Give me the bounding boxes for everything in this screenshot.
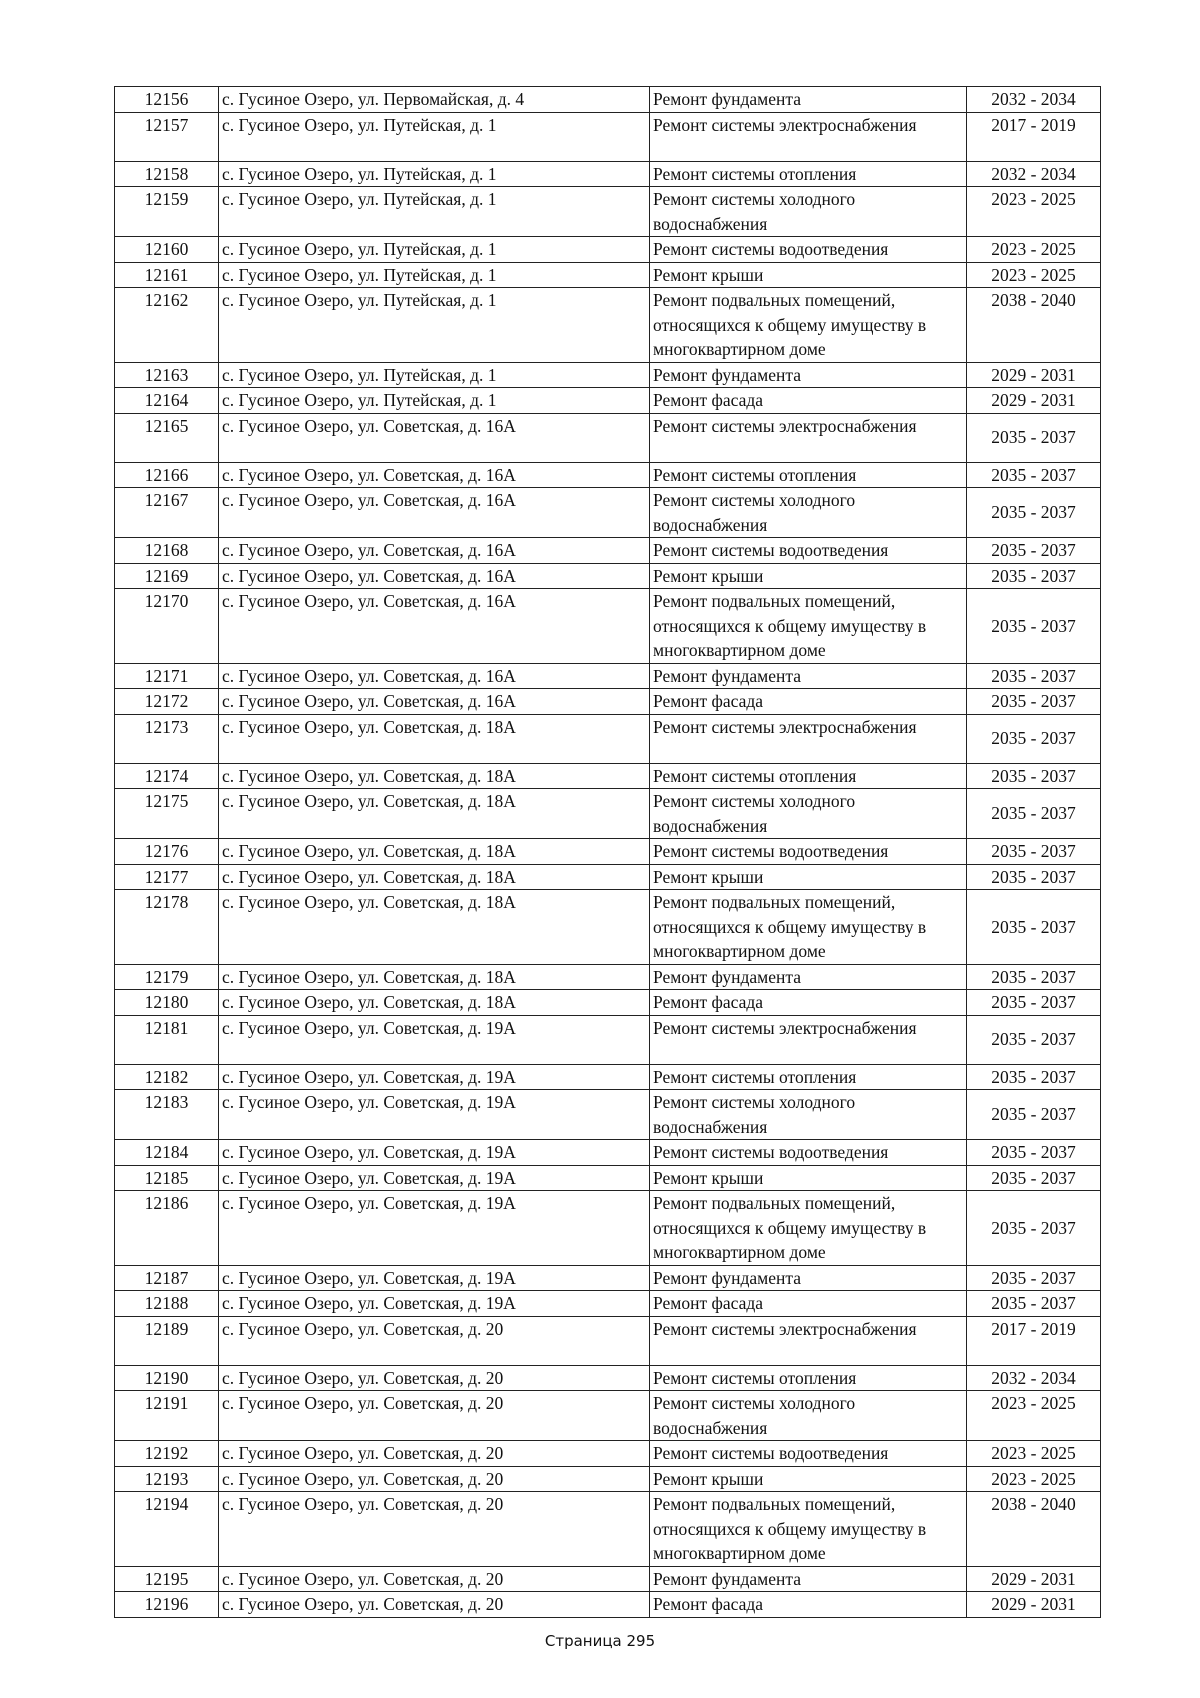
- repair-schedule-table: [114, 86, 1101, 1618]
- work-type-cell: Ремонт системы водоотведения: [650, 538, 967, 564]
- work-type-cell: Ремонт фундамента: [650, 663, 967, 689]
- row-number: 12164: [115, 388, 219, 414]
- address-cell: с. Гусиное Озеро, ул. Советская, д. 19А: [219, 1291, 650, 1317]
- work-type-cell: Ремонт системы отопления: [650, 462, 967, 488]
- address-cell: с. Гусиное Озеро, ул. Советская, д. 18А: [219, 714, 650, 763]
- work-type-cell: Ремонт фасада: [650, 1592, 967, 1618]
- table-row: [115, 1140, 1101, 1166]
- address-cell: с. Гусиное Озеро, ул. Путейская, д. 1: [219, 187, 650, 237]
- row-number: 12194: [115, 1492, 219, 1567]
- address-cell: с. Гусиное Озеро, ул. Советская, д. 19А: [219, 1064, 650, 1090]
- period-cell: 2023 - 2025: [967, 1441, 1101, 1467]
- row-number: 12168: [115, 538, 219, 564]
- work-type-cell: Ремонт фундамента: [650, 87, 967, 113]
- address-cell: с. Гусиное Озеро, ул. Советская, д. 18А: [219, 839, 650, 865]
- address-cell: с. Гусиное Озеро, ул. Советская, д. 18А: [219, 964, 650, 990]
- row-number: 12172: [115, 689, 219, 715]
- row-number: 12170: [115, 589, 219, 664]
- address-cell: с. Гусиное Озеро, ул. Первомайская, д. 4: [219, 87, 650, 113]
- address-cell: с. Гусиное Озеро, ул. Советская, д. 16А: [219, 462, 650, 488]
- address-cell: с. Гусиное Озеро, ул. Путейская, д. 1: [219, 112, 650, 161]
- period-cell: 2035 - 2037: [967, 839, 1101, 865]
- period-cell: 2023 - 2025: [967, 1466, 1101, 1492]
- work-type-cell: Ремонт фундамента: [650, 964, 967, 990]
- work-type-cell: Ремонт системы водоотведения: [650, 1441, 967, 1467]
- table-row: [115, 563, 1101, 589]
- work-type-cell: Ремонт системы водоотведения: [650, 237, 967, 263]
- work-type-cell: Ремонт системы электроснабжения: [650, 714, 967, 763]
- row-number: 12167: [115, 488, 219, 538]
- address-cell: с. Гусиное Озеро, ул. Советская, д. 20: [219, 1316, 650, 1365]
- period-cell: 2023 - 2025: [967, 262, 1101, 288]
- table-row: [115, 1064, 1101, 1090]
- address-cell: с. Гусиное Озеро, ул. Путейская, д. 1: [219, 161, 650, 187]
- table-row: [115, 1566, 1101, 1592]
- table-row: [115, 288, 1101, 363]
- row-number: 12159: [115, 187, 219, 237]
- row-number: 12190: [115, 1365, 219, 1391]
- work-type-cell: Ремонт системы водоотведения: [650, 839, 967, 865]
- row-number: 12160: [115, 237, 219, 263]
- table-row: [115, 187, 1101, 237]
- period-cell: 2029 - 2031: [967, 1592, 1101, 1618]
- table-row: [115, 237, 1101, 263]
- period-cell: 2035 - 2037: [967, 488, 1101, 538]
- period-cell: 2023 - 2025: [967, 237, 1101, 263]
- address-cell: с. Гусиное Озеро, ул. Советская, д. 19А: [219, 1191, 650, 1266]
- address-cell: с. Гусиное Озеро, ул. Советская, д. 16А: [219, 663, 650, 689]
- work-type-cell: Ремонт системы отопления: [650, 161, 967, 187]
- work-type-cell: Ремонт крыши: [650, 563, 967, 589]
- period-cell: 2035 - 2037: [967, 589, 1101, 664]
- row-number: 12196: [115, 1592, 219, 1618]
- period-cell: 2032 - 2034: [967, 87, 1101, 113]
- row-number: 12182: [115, 1064, 219, 1090]
- row-number: 12156: [115, 87, 219, 113]
- row-number: 12176: [115, 839, 219, 865]
- work-type-cell: Ремонт фасада: [650, 1291, 967, 1317]
- period-cell: 2035 - 2037: [967, 1265, 1101, 1291]
- address-cell: с. Гусиное Озеро, ул. Советская, д. 20: [219, 1391, 650, 1441]
- address-cell: с. Гусиное Озеро, ул. Советская, д. 18А: [219, 890, 650, 965]
- period-cell: 2035 - 2037: [967, 964, 1101, 990]
- period-cell: 2035 - 2037: [967, 789, 1101, 839]
- table-row: [115, 462, 1101, 488]
- address-cell: с. Гусиное Озеро, ул. Советская, д. 16А: [219, 589, 650, 664]
- row-number: 12186: [115, 1191, 219, 1266]
- period-cell: 2032 - 2034: [967, 161, 1101, 187]
- work-type-cell: Ремонт системы электроснабжения: [650, 112, 967, 161]
- work-type-cell: Ремонт системы холодного водоснабжения: [650, 187, 967, 237]
- work-type-cell: Ремонт подвальных помещений, относящихся к общему имуществу в многоквартирном доме: [650, 890, 967, 965]
- row-number: 12169: [115, 563, 219, 589]
- table-row: [115, 1466, 1101, 1492]
- period-cell: 2035 - 2037: [967, 1064, 1101, 1090]
- table-row: [115, 990, 1101, 1016]
- table-row: [115, 1391, 1101, 1441]
- table-row: [115, 112, 1101, 161]
- work-type-cell: Ремонт системы отопления: [650, 1064, 967, 1090]
- period-cell: 2035 - 2037: [967, 1015, 1101, 1064]
- period-cell: 2035 - 2037: [967, 1090, 1101, 1140]
- work-type-cell: Ремонт подвальных помещений, относящихся к общему имуществу в многоквартирном доме: [650, 1191, 967, 1266]
- work-type-cell: Ремонт крыши: [650, 1466, 967, 1492]
- table-row: [115, 262, 1101, 288]
- address-cell: с. Гусиное Озеро, ул. Советская, д. 20: [219, 1441, 650, 1467]
- row-number: 12162: [115, 288, 219, 363]
- address-cell: с. Гусиное Озеро, ул. Путейская, д. 1: [219, 237, 650, 263]
- table-row: [115, 87, 1101, 113]
- table-row: [115, 413, 1101, 462]
- period-cell: 2035 - 2037: [967, 663, 1101, 689]
- period-cell: 2029 - 2031: [967, 1566, 1101, 1592]
- row-number: 12173: [115, 714, 219, 763]
- work-type-cell: Ремонт фундамента: [650, 1566, 967, 1592]
- address-cell: с. Гусиное Озеро, ул. Советская, д. 19А: [219, 1140, 650, 1166]
- period-cell: 2035 - 2037: [967, 462, 1101, 488]
- table-row: [115, 538, 1101, 564]
- row-number: 12178: [115, 890, 219, 965]
- period-cell: 2035 - 2037: [967, 1191, 1101, 1266]
- period-cell: 2035 - 2037: [967, 890, 1101, 965]
- address-cell: с. Гусиное Озеро, ул. Советская, д. 18А: [219, 789, 650, 839]
- address-cell: с. Гусиное Озеро, ул. Советская, д. 19А: [219, 1165, 650, 1191]
- period-cell: 2017 - 2019: [967, 112, 1101, 161]
- address-cell: с. Гусиное Озеро, ул. Путейская, д. 1: [219, 362, 650, 388]
- row-number: 12179: [115, 964, 219, 990]
- table-row: [115, 689, 1101, 715]
- address-cell: с. Гусиное Озеро, ул. Советская, д. 16А: [219, 689, 650, 715]
- period-cell: 2023 - 2025: [967, 187, 1101, 237]
- address-cell: с. Гусиное Озеро, ул. Советская, д. 19А: [219, 1015, 650, 1064]
- table-row: [115, 1441, 1101, 1467]
- address-cell: с. Гусиное Озеро, ул. Советская, д. 16А: [219, 563, 650, 589]
- table-row: [115, 1165, 1101, 1191]
- row-number: 12158: [115, 161, 219, 187]
- period-cell: 2035 - 2037: [967, 1291, 1101, 1317]
- period-cell: 2035 - 2037: [967, 538, 1101, 564]
- table-row: [115, 1592, 1101, 1618]
- row-number: 12175: [115, 789, 219, 839]
- period-cell: 2035 - 2037: [967, 763, 1101, 789]
- table-row: [115, 890, 1101, 965]
- row-number: 12157: [115, 112, 219, 161]
- work-type-cell: Ремонт крыши: [650, 1165, 967, 1191]
- table-row: [115, 388, 1101, 414]
- work-type-cell: Ремонт системы отопления: [650, 1365, 967, 1391]
- table-row: [115, 1492, 1101, 1567]
- row-number: 12193: [115, 1466, 219, 1492]
- period-cell: 2017 - 2019: [967, 1316, 1101, 1365]
- period-cell: 2035 - 2037: [967, 864, 1101, 890]
- row-number: 12174: [115, 763, 219, 789]
- table-row: [115, 1090, 1101, 1140]
- row-number: 12185: [115, 1165, 219, 1191]
- address-cell: с. Гусиное Озеро, ул. Советская, д. 20: [219, 1566, 650, 1592]
- row-number: 12166: [115, 462, 219, 488]
- table-row: [115, 488, 1101, 538]
- page-number: Страница 295: [544, 1632, 656, 1650]
- address-cell: с. Гусиное Озеро, ул. Советская, д. 20: [219, 1466, 650, 1492]
- period-cell: 2035 - 2037: [967, 689, 1101, 715]
- table-row: [115, 1316, 1101, 1365]
- table-row: [115, 161, 1101, 187]
- table-row: [115, 714, 1101, 763]
- table-row: [115, 1015, 1101, 1064]
- row-number: 12181: [115, 1015, 219, 1064]
- row-number: 12177: [115, 864, 219, 890]
- address-cell: с. Гусиное Озеро, ул. Советская, д. 20: [219, 1492, 650, 1567]
- address-cell: с. Гусиное Озеро, ул. Советская, д. 19А: [219, 1265, 650, 1291]
- work-type-cell: Ремонт подвальных помещений, относящихся к общему имуществу в многоквартирном доме: [650, 589, 967, 664]
- table-row: [115, 663, 1101, 689]
- period-cell: 2035 - 2037: [967, 990, 1101, 1016]
- period-cell: 2029 - 2031: [967, 362, 1101, 388]
- work-type-cell: Ремонт системы холодного водоснабжения: [650, 789, 967, 839]
- table-row: [115, 1291, 1101, 1317]
- work-type-cell: Ремонт фасада: [650, 388, 967, 414]
- row-number: 12180: [115, 990, 219, 1016]
- work-type-cell: Ремонт фундамента: [650, 362, 967, 388]
- row-number: 12171: [115, 663, 219, 689]
- period-cell: 2038 - 2040: [967, 288, 1101, 363]
- row-number: 12192: [115, 1441, 219, 1467]
- address-cell: с. Гусиное Озеро, ул. Советская, д. 16А: [219, 413, 650, 462]
- work-type-cell: Ремонт фасада: [650, 990, 967, 1016]
- period-cell: 2032 - 2034: [967, 1365, 1101, 1391]
- work-type-cell: Ремонт крыши: [650, 262, 967, 288]
- period-cell: 2023 - 2025: [967, 1391, 1101, 1441]
- table-body: [115, 87, 1101, 1618]
- period-cell: 2035 - 2037: [967, 714, 1101, 763]
- row-number: 12189: [115, 1316, 219, 1365]
- address-cell: с. Гусиное Озеро, ул. Путейская, д. 1: [219, 388, 650, 414]
- table-row: [115, 589, 1101, 664]
- period-cell: 2035 - 2037: [967, 1165, 1101, 1191]
- row-number: 12188: [115, 1291, 219, 1317]
- address-cell: с. Гусиное Озеро, ул. Путейская, д. 1: [219, 262, 650, 288]
- table-row: [115, 763, 1101, 789]
- address-cell: с. Гусиное Озеро, ул. Советская, д. 18А: [219, 990, 650, 1016]
- work-type-cell: Ремонт системы холодного водоснабжения: [650, 1391, 967, 1441]
- work-type-cell: Ремонт фасада: [650, 689, 967, 715]
- address-cell: с. Гусиное Озеро, ул. Путейская, д. 1: [219, 288, 650, 363]
- table-row: [115, 864, 1101, 890]
- row-number: 12161: [115, 262, 219, 288]
- row-number: 12165: [115, 413, 219, 462]
- period-cell: 2035 - 2037: [967, 413, 1101, 462]
- address-cell: с. Гусиное Озеро, ул. Советская, д. 18А: [219, 763, 650, 789]
- table-row: [115, 964, 1101, 990]
- table-row: [115, 1191, 1101, 1266]
- address-cell: с. Гусиное Озеро, ул. Советская, д. 20: [219, 1365, 650, 1391]
- work-type-cell: Ремонт системы водоотведения: [650, 1140, 967, 1166]
- work-type-cell: Ремонт системы отопления: [650, 763, 967, 789]
- address-cell: с. Гусиное Озеро, ул. Советская, д. 20: [219, 1592, 650, 1618]
- address-cell: с. Гусиное Озеро, ул. Советская, д. 16А: [219, 488, 650, 538]
- table-row: [115, 1265, 1101, 1291]
- period-cell: 2035 - 2037: [967, 563, 1101, 589]
- work-type-cell: Ремонт подвальных помещений, относящихся к общему имуществу в многоквартирном доме: [650, 288, 967, 363]
- work-type-cell: Ремонт крыши: [650, 864, 967, 890]
- row-number: 12184: [115, 1140, 219, 1166]
- period-cell: 2029 - 2031: [967, 388, 1101, 414]
- table-row: [115, 362, 1101, 388]
- work-type-cell: Ремонт системы электроснабжения: [650, 1015, 967, 1064]
- work-type-cell: Ремонт фундамента: [650, 1265, 967, 1291]
- row-number: 12163: [115, 362, 219, 388]
- address-cell: с. Гусиное Озеро, ул. Советская, д. 19А: [219, 1090, 650, 1140]
- period-cell: 2035 - 2037: [967, 1140, 1101, 1166]
- table-row: [115, 789, 1101, 839]
- work-type-cell: Ремонт системы холодного водоснабжения: [650, 488, 967, 538]
- work-type-cell: Ремонт системы электроснабжения: [650, 1316, 967, 1365]
- row-number: 12187: [115, 1265, 219, 1291]
- table-row: [115, 839, 1101, 865]
- table-row: [115, 1365, 1101, 1391]
- period-cell: 2038 - 2040: [967, 1492, 1101, 1567]
- row-number: 12195: [115, 1566, 219, 1592]
- row-number: 12183: [115, 1090, 219, 1140]
- work-type-cell: Ремонт подвальных помещений, относящихся к общему имуществу в многоквартирном доме: [650, 1492, 967, 1567]
- address-cell: с. Гусиное Озеро, ул. Советская, д. 16А: [219, 538, 650, 564]
- address-cell: с. Гусиное Озеро, ул. Советская, д. 18А: [219, 864, 650, 890]
- work-type-cell: Ремонт системы холодного водоснабжения: [650, 1090, 967, 1140]
- row-number: 12191: [115, 1391, 219, 1441]
- work-type-cell: Ремонт системы электроснабжения: [650, 413, 967, 462]
